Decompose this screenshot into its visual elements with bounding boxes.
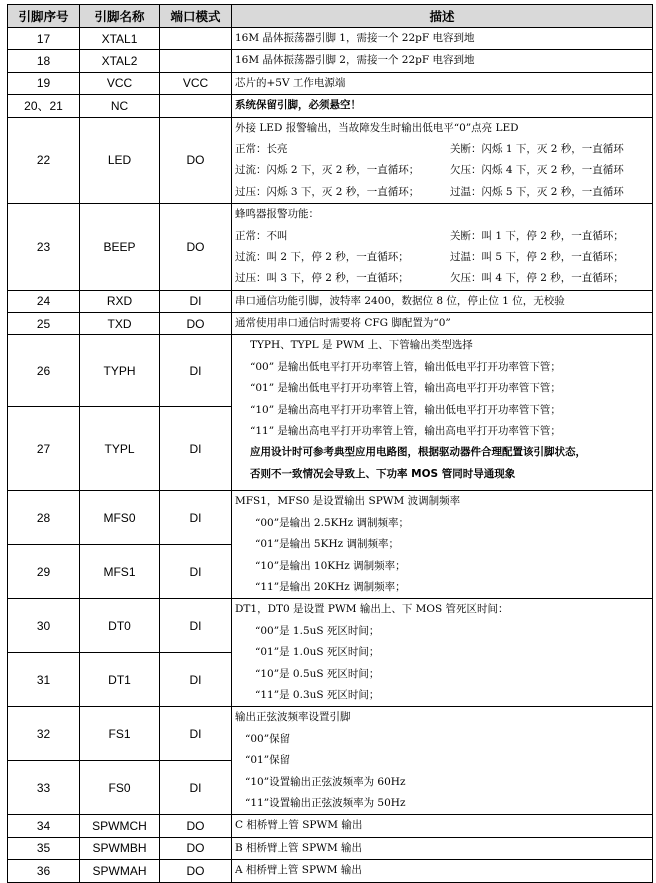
table-row	[8, 837, 653, 859]
pin-number: 25	[8, 313, 80, 335]
port-mode: DI	[160, 760, 232, 814]
table-row	[8, 815, 653, 837]
pin-name: DT0	[80, 599, 160, 652]
pin-description: 外接 LED 报警输出，当故障发生时输出低电平“0”点亮 LED 正常：长亮 关断：闪烁 1 下，灭 2 秒，一直循环 过流：闪烁 2 下，灭 2 秒，一直循环； 欠压：闪烁 4 下，灭 2 秒，一直循环 过压：闪烁 3 下，灭 2 秒，一直循环； 过温：闪烁 5 下，灭 2 秒，一直循环	[232, 117, 653, 204]
pin-number: 33	[8, 760, 80, 814]
header-pin-name: 引脚名称	[80, 5, 160, 28]
pin-name: TYPH	[80, 335, 160, 407]
pin-number: 24	[8, 290, 80, 312]
pin-number: 28	[8, 491, 80, 544]
pin-description: 16M 晶体振荡器引脚 1，需接一个 22pF 电容到地	[232, 28, 653, 50]
header-port-mode: 端口模式	[160, 5, 232, 28]
port-mode: DI	[160, 491, 232, 544]
pin-name: MFS0	[80, 491, 160, 544]
port-mode: DO	[160, 313, 232, 335]
port-mode: DI	[160, 652, 232, 706]
pin-number: 20、21	[8, 95, 80, 117]
pin-number: 17	[8, 28, 80, 50]
port-mode	[160, 95, 232, 117]
pin-description: MFS1，MFS0 是设置输出 SPWM 波调制频率 “00”是输出 2.5KHz 调制频率； “01”是输出 5KHz 调制频率； “10”是输出 10KHz 调制频率； “11”是输出 20KHz 调制频率；	[232, 491, 653, 599]
table-row	[8, 204, 653, 291]
pin-number: 29	[8, 544, 80, 598]
pin-description: 蜂鸣器报警功能： 正常：不叫 关断：叫 1 下，停 2 秒，一直循环； 过流：叫 2 下，停 2 秒，一直循环； 过温：叫 5 下，停 2 秒，一直循环； 过压：叫 3 下，停 2 秒，一直循环； 欠压：叫 4 下，停 2 秒，一直循环；	[232, 204, 653, 291]
pin-name: DT1	[80, 652, 160, 706]
pin-description: A 相桥臂上管 SPWM 输出	[232, 860, 653, 882]
port-mode: DI	[160, 290, 232, 312]
pin-name: SPWMBH	[80, 837, 160, 859]
pin-number: 19	[8, 72, 80, 94]
pin-name: LED	[80, 117, 160, 204]
port-mode: VCC	[160, 72, 232, 94]
pin-name: XTAL2	[80, 50, 160, 72]
pin-description: C 相桥臂上管 SPWM 输出	[232, 815, 653, 837]
header-description: 描述	[232, 5, 653, 28]
table-row	[8, 72, 653, 94]
port-mode: DI	[160, 599, 232, 652]
port-mode: DO	[160, 815, 232, 837]
table-row	[8, 313, 653, 335]
pin-name: FS0	[80, 760, 160, 814]
pin-number: 23	[8, 204, 80, 291]
pin-number: 18	[8, 50, 80, 72]
pin-number: 22	[8, 117, 80, 204]
table-row	[8, 335, 653, 407]
pin-name: SPWMCH	[80, 815, 160, 837]
pin-number: 27	[8, 407, 80, 491]
pin-table	[7, 4, 653, 883]
port-mode: DI	[160, 407, 232, 491]
pin-number: 26	[8, 335, 80, 407]
table-row	[8, 599, 653, 652]
pin-description: 通常使用串口通信时需要将 CFG 脚配置为“0”	[232, 313, 653, 335]
pin-description: TYPH、TYPL 是 PWM 上、下管输出类型选择 “00” 是输出低电平打开功率管上管，输出低电平打开功率管下管； “01” 是输出低电平打开功率管上管，输出高电平打开功率管下管； “10” 是输出高电平打开功率管上管，输出低电平打开功率管下管； “11” 是输出高电平打开功率管上管，输出高电平打开功率管下管； 应用设计时可参考典型应用电路图，根据驱动器件合理配置该引脚状态， 否则不一致情况会导致上、下功率 MOS 管同时导通现象	[232, 335, 653, 491]
port-mode: DO	[160, 837, 232, 859]
pin-description: B 相桥臂上管 SPWM 输出	[232, 837, 653, 859]
pin-number: 35	[8, 837, 80, 859]
port-mode: DO	[160, 204, 232, 291]
port-mode: DI	[160, 707, 232, 760]
pin-name: VCC	[80, 72, 160, 94]
pin-name: SPWMAH	[80, 860, 160, 882]
pin-description: 16M 晶体振荡器引脚 2，需接一个 22pF 电容到地	[232, 50, 653, 72]
pin-description: DT1，DT0 是设置 PWM 输出上、下 MOS 管死区时间： “00”是 1.5uS 死区时间； “01”是 1.0uS 死区时间； “10”是 0.5uS 死区时间； “11”是 0.3uS 死区时间；	[232, 599, 653, 707]
pin-name: NC	[80, 95, 160, 117]
table-row	[8, 860, 653, 882]
header-pin-number: 引脚序号	[8, 5, 80, 28]
pin-description: 芯片的+5V 工作电源端	[232, 72, 653, 94]
pin-number: 31	[8, 652, 80, 706]
port-mode: DO	[160, 860, 232, 882]
pin-number: 30	[8, 599, 80, 652]
port-mode: DO	[160, 117, 232, 204]
table-row	[8, 28, 653, 50]
table-row	[8, 117, 653, 204]
table-header-row	[8, 5, 653, 28]
pin-description: 系统保留引脚，必须悬空！	[232, 95, 653, 117]
port-mode	[160, 28, 232, 50]
pin-name: RXD	[80, 290, 160, 312]
pin-name: XTAL1	[80, 28, 160, 50]
pin-name: TYPL	[80, 407, 160, 491]
port-mode: DI	[160, 335, 232, 407]
table-row	[8, 491, 653, 544]
pin-number: 32	[8, 707, 80, 760]
table-row	[8, 707, 653, 760]
pin-description: 串口通信功能引脚，波特率 2400，数据位 8 位，停止位 1 位，无校验	[232, 290, 653, 312]
pin-number: 34	[8, 815, 80, 837]
pin-name: FS1	[80, 707, 160, 760]
table-row	[8, 290, 653, 312]
port-mode: DI	[160, 544, 232, 598]
pin-number: 36	[8, 860, 80, 882]
table-row	[8, 95, 653, 117]
pin-name: TXD	[80, 313, 160, 335]
pin-description-document	[7, 4, 652, 883]
port-mode	[160, 50, 232, 72]
pin-name: BEEP	[80, 204, 160, 291]
table-row	[8, 50, 653, 72]
pin-description: 输出正弦波频率设置引脚 “00”保留 “01”保留 “10”设置输出正弦波频率为 60Hz “11”设置输出正弦波频率为 50Hz	[232, 707, 653, 815]
pin-name: MFS1	[80, 544, 160, 598]
